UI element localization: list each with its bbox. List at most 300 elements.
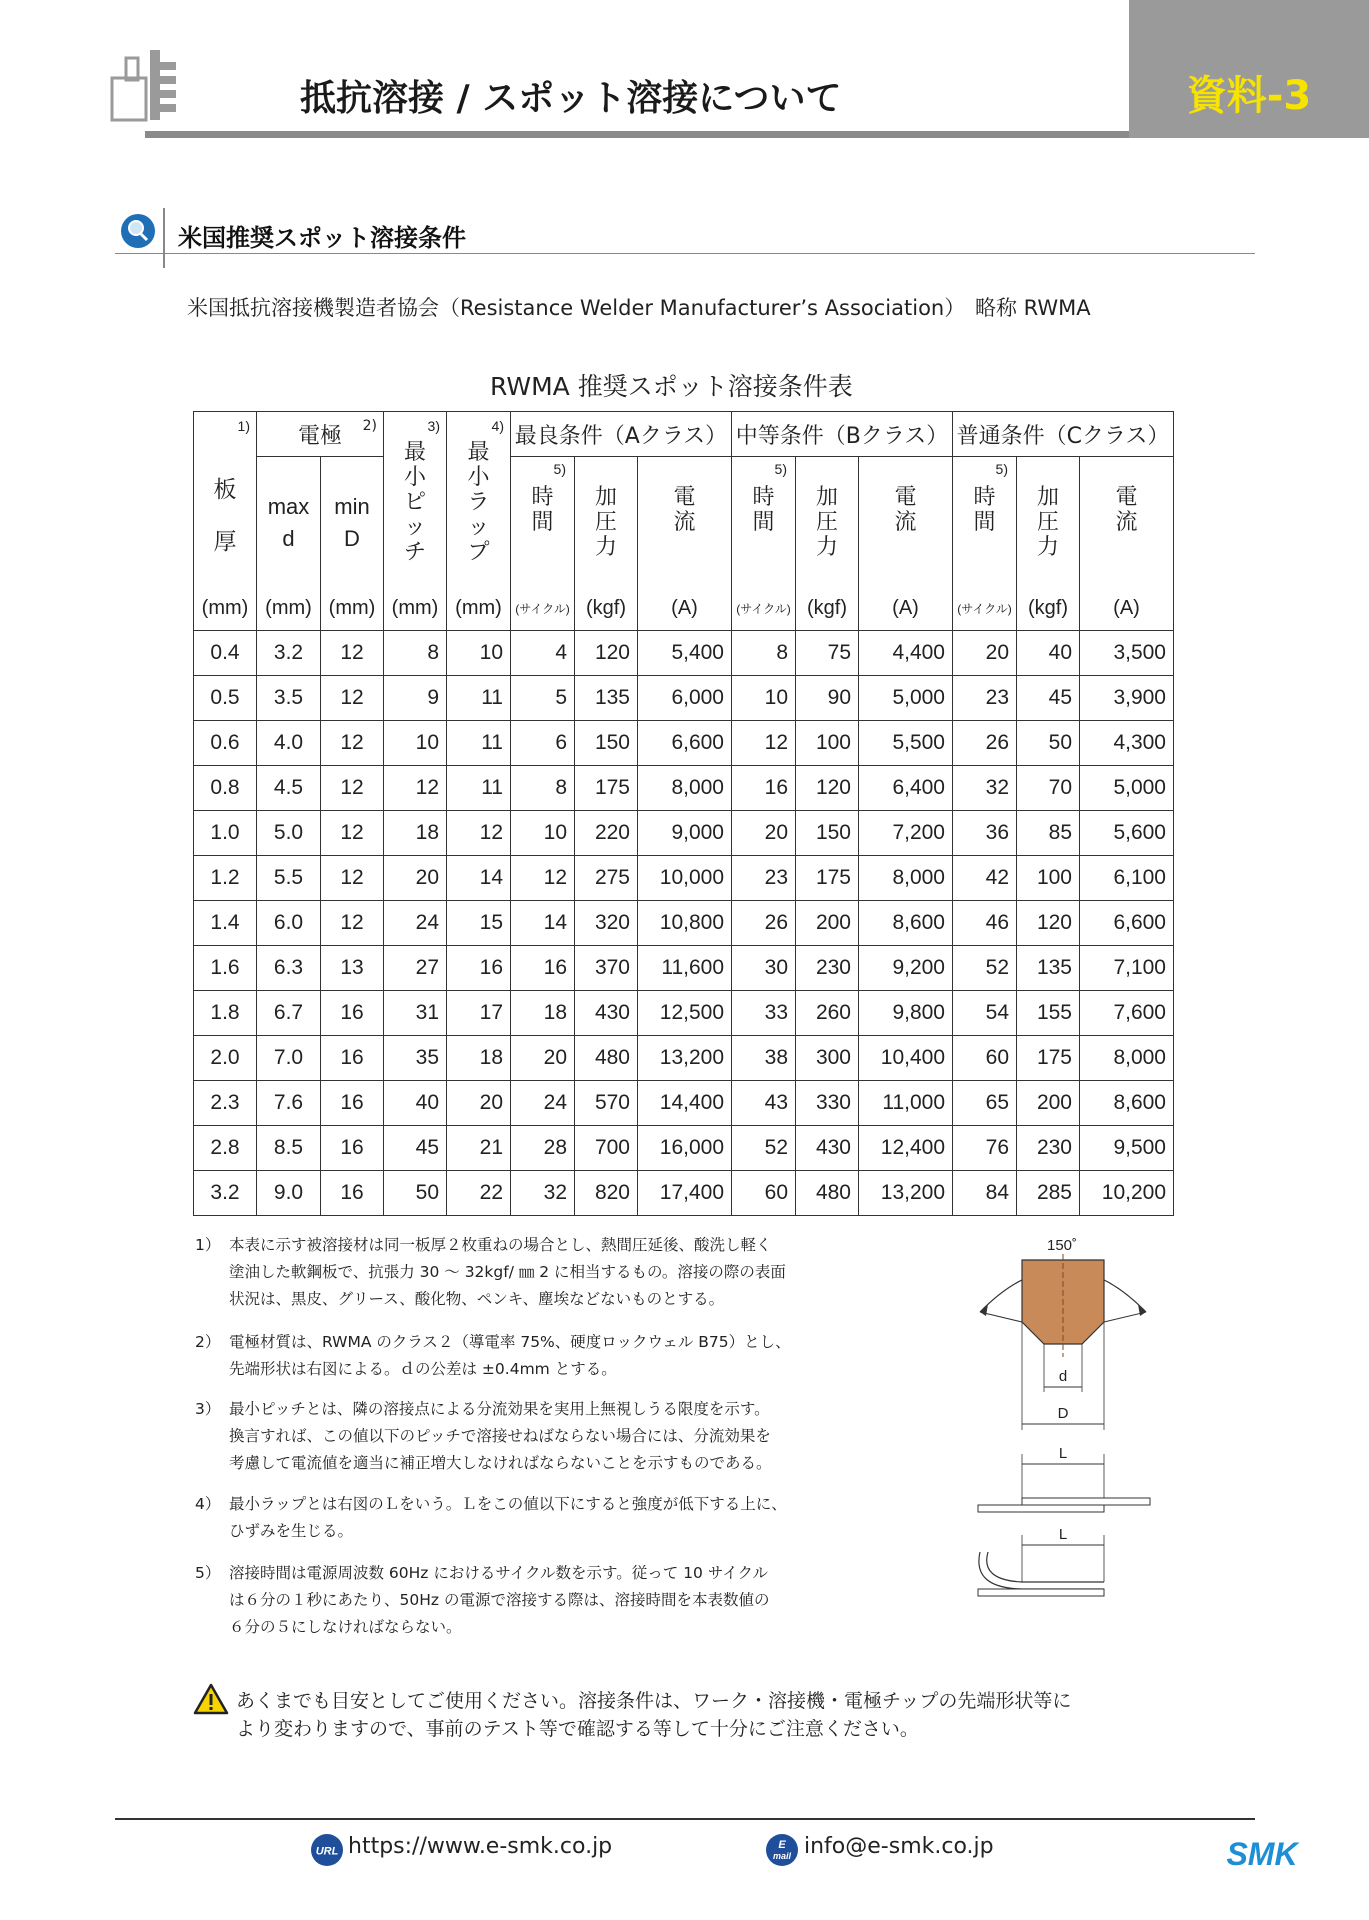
url-icon <box>309 1833 345 1871</box>
table-cell: 7,100 <box>1080 946 1174 991</box>
warning-icon <box>193 1683 229 1719</box>
table-cell: 370 <box>575 946 638 991</box>
section-rule <box>115 253 1255 254</box>
table-cell: 14,400 <box>638 1081 732 1126</box>
unit-cell: (A) <box>638 586 732 631</box>
table-cell: 8,000 <box>859 856 953 901</box>
table-cell: 75 <box>796 631 859 676</box>
table-cell: 22 <box>447 1171 511 1216</box>
class-c-force-header <box>1017 457 1080 587</box>
table-row <box>194 901 1174 946</box>
table-cell: 50 <box>384 1171 447 1216</box>
table-cell: 9,500 <box>1080 1126 1174 1171</box>
footnote-ref: 2) <box>362 418 377 434</box>
table-cell: 570 <box>575 1081 638 1126</box>
note-line: ６分の５にしなければならない。 <box>229 1618 462 1636</box>
table-cell: 9.0 <box>257 1171 321 1216</box>
table-cell: 820 <box>575 1171 638 1216</box>
table-subheader-row <box>194 457 1174 587</box>
table-cell: 8 <box>511 766 575 811</box>
table-cell: 18 <box>511 991 575 1036</box>
table-cell: 3.2 <box>194 1171 257 1216</box>
association-abbreviation: 略称 RWMA <box>975 296 1091 320</box>
hand-pointer-icon <box>108 48 180 130</box>
table-cell: 10,800 <box>638 901 732 946</box>
class-a-time-header <box>511 457 575 587</box>
note-line: 溶接時間は電源周波数 60Hz におけるサイクル数を示す。従って 10 サイクル <box>229 1564 768 1582</box>
table-cell: 4.5 <box>257 766 321 811</box>
table-cell: 16 <box>321 1036 384 1081</box>
url-icon-text: URL <box>315 1845 339 1858</box>
table-cell: 24 <box>384 901 447 946</box>
min-D-label-1: min <box>334 494 370 519</box>
table-cell: 275 <box>575 856 638 901</box>
current-label: 電流 <box>894 485 917 535</box>
table-cell: 8,600 <box>859 901 953 946</box>
table-cell: 6,400 <box>859 766 953 811</box>
header-rule <box>145 131 1129 138</box>
table-cell: 5.5 <box>257 856 321 901</box>
table-cell: 175 <box>796 856 859 901</box>
table-cell: 6,100 <box>1080 856 1174 901</box>
table-cell: 20 <box>447 1081 511 1126</box>
table-cell: 135 <box>575 676 638 721</box>
unit-cell: (mm) <box>321 586 384 631</box>
unit-cell: (mm) <box>194 586 257 631</box>
table-cell: 16 <box>732 766 796 811</box>
table-cell: 11 <box>447 676 511 721</box>
table-cell: 230 <box>796 946 859 991</box>
table-cell: 32 <box>511 1171 575 1216</box>
table-cell: 31 <box>384 991 447 1036</box>
unit-cell: (kgf) <box>1017 586 1080 631</box>
table-units-row <box>194 586 1174 631</box>
table-cell: 2.3 <box>194 1081 257 1126</box>
electrode-header <box>257 412 384 457</box>
note-line: は６分の１秒にあたり、50Hz の電源で溶接する際は、溶接時間を本表数値の <box>229 1591 770 1609</box>
table-cell: 0.8 <box>194 766 257 811</box>
table-cell: 12,500 <box>638 991 732 1036</box>
table-cell: 4,400 <box>859 631 953 676</box>
warning-line-2: より変わりますので、事前のテスト等で確認する等して十分にご注意ください。 <box>236 1718 919 1740</box>
table-cell: 120 <box>796 766 859 811</box>
table-cell: 11 <box>447 766 511 811</box>
table-row <box>194 811 1174 856</box>
note-line: 最小ラップとは右図のＬをいう。Ｌをこの値以下にすると強度が低下する上に、 <box>229 1495 787 1513</box>
table-cell: 8,000 <box>1080 1036 1174 1081</box>
table-title: RWMA 推奨スポット溶接条件表 <box>490 372 853 401</box>
table-cell: 46 <box>953 901 1017 946</box>
table-cell: 6,600 <box>1080 901 1174 946</box>
time-label: 時間 <box>531 485 554 535</box>
table-cell: 10 <box>732 676 796 721</box>
table-cell: 260 <box>796 991 859 1036</box>
table-cell: 36 <box>953 811 1017 856</box>
table-cell: 12 <box>321 811 384 856</box>
association-name: 米国抵抗溶接機製造者協会（Resistance Welder Manufacturer’s Association） <box>187 296 966 320</box>
website-link[interactable]: https://www.e-smk.co.jp <box>348 1834 613 1859</box>
table-cell: 60 <box>953 1036 1017 1081</box>
table-cell: 70 <box>1017 766 1080 811</box>
class-a-header: 最良条件（Aクラス） <box>511 412 732 457</box>
table-cell: 20 <box>511 1036 575 1081</box>
note-line: 先端形状は右図による。ｄの公差は ±0.4mm とする。 <box>229 1360 617 1378</box>
min-pitch-header <box>384 412 447 587</box>
note-number: 2） <box>195 1333 221 1351</box>
table-cell: 18 <box>384 811 447 856</box>
note-line: 最小ピッチとは、隣の溶接点による分流効果を実用上無視しうる限度を示す。 <box>229 1400 770 1418</box>
table-cell: 54 <box>953 991 1017 1036</box>
d-label: d <box>1058 1368 1068 1385</box>
footnote-ref: 5) <box>553 461 566 477</box>
table-cell: 45 <box>384 1126 447 1171</box>
angle-label: 150˚ <box>1046 1237 1078 1254</box>
table-cell: 5,600 <box>1080 811 1174 856</box>
table-cell: 12 <box>321 856 384 901</box>
table-cell: 4,300 <box>1080 721 1174 766</box>
table-cell: 9 <box>384 676 447 721</box>
table-cell: 84 <box>953 1171 1017 1216</box>
min-lap-header <box>447 412 511 587</box>
table-cell: 330 <box>796 1081 859 1126</box>
electrode-diagram <box>968 1232 1168 1616</box>
unit-cell: (kgf) <box>796 586 859 631</box>
table-cell: 200 <box>796 901 859 946</box>
table-cell: 11 <box>447 721 511 766</box>
table-cell: 6 <box>511 721 575 766</box>
table-cell: 30 <box>732 946 796 991</box>
table-cell: 1.4 <box>194 901 257 946</box>
table-cell: 135 <box>1017 946 1080 991</box>
note-item <box>195 1329 791 1383</box>
table-cell: 65 <box>953 1081 1017 1126</box>
table-cell: 6.7 <box>257 991 321 1036</box>
table-cell: 6.3 <box>257 946 321 991</box>
section-title: 米国推奨スポット溶接条件 <box>178 224 466 252</box>
table-cell: 5 <box>511 676 575 721</box>
unit-cell: (A) <box>1080 586 1174 631</box>
table-cell: 10,400 <box>859 1036 953 1081</box>
email-icon <box>764 1833 800 1871</box>
table-row <box>194 991 1174 1036</box>
table-cell: 1.8 <box>194 991 257 1036</box>
table-cell: 12 <box>321 721 384 766</box>
table-cell: 17,400 <box>638 1171 732 1216</box>
table-cell: 12 <box>321 901 384 946</box>
table-cell: 7,200 <box>859 811 953 856</box>
note-line: 考慮して電流値を適当に補正増大しなければならないことを示すものである。 <box>229 1454 772 1472</box>
table-row <box>194 1081 1174 1126</box>
unit-cell: (mm) <box>257 586 321 631</box>
table-cell: 5,000 <box>859 676 953 721</box>
table-cell: 23 <box>953 676 1017 721</box>
note-line: 状況は、黒皮、グリース、酸化物、ペンキ、塵埃などないものとする。 <box>229 1290 725 1308</box>
table-cell: 1.0 <box>194 811 257 856</box>
table-cell: 16 <box>447 946 511 991</box>
class-a-current-header <box>638 457 732 587</box>
table-cell: 85 <box>1017 811 1080 856</box>
table-cell: 12 <box>732 721 796 766</box>
email-link[interactable]: info@e-smk.co.jp <box>804 1834 994 1859</box>
table-cell: 12 <box>321 766 384 811</box>
table-cell: 2.8 <box>194 1126 257 1171</box>
table-cell: 0.5 <box>194 676 257 721</box>
table-cell: 27 <box>384 946 447 991</box>
class-b-force-header <box>796 457 859 587</box>
table-cell: 120 <box>1017 901 1080 946</box>
table-cell: 12 <box>321 631 384 676</box>
table-row <box>194 721 1174 766</box>
table-cell: 10 <box>511 811 575 856</box>
table-cell: 7,600 <box>1080 991 1174 1036</box>
table-cell: 3.2 <box>257 631 321 676</box>
class-c-current-header <box>1080 457 1174 587</box>
table-cell: 285 <box>1017 1171 1080 1216</box>
table-cell: 6.0 <box>257 901 321 946</box>
note-item <box>195 1232 786 1313</box>
min-pitch-label: 最小ピッチ <box>403 440 426 565</box>
table-cell: 480 <box>575 1036 638 1081</box>
table-cell: 3,500 <box>1080 631 1174 676</box>
table-cell: 26 <box>953 721 1017 766</box>
min-D-header <box>321 457 384 587</box>
table-cell: 16 <box>321 1171 384 1216</box>
table-body <box>194 631 1174 1216</box>
table-cell: 8 <box>732 631 796 676</box>
table-cell: 9,000 <box>638 811 732 856</box>
table-cell: 42 <box>953 856 1017 901</box>
table-cell: 5,400 <box>638 631 732 676</box>
table-cell: 12 <box>447 811 511 856</box>
table-row <box>194 1036 1174 1081</box>
footer-rule <box>115 1818 1255 1820</box>
table-row <box>194 766 1174 811</box>
unit-cell: (kgf) <box>575 586 638 631</box>
table-cell: 60 <box>732 1171 796 1216</box>
unit-cell: (サイクル) <box>953 586 1017 631</box>
table-cell: 28 <box>511 1126 575 1171</box>
class-c-time-header <box>953 457 1017 587</box>
section-divider <box>163 208 165 268</box>
table-cell: 320 <box>575 901 638 946</box>
warning-line-1: あくまでも目安としてご使用ください。溶接条件は、ワーク・溶接機・電極チップの先端形状等に <box>236 1690 1072 1712</box>
footnote-ref: 5) <box>995 461 1008 477</box>
table-cell: 8,600 <box>1080 1081 1174 1126</box>
table-cell: 430 <box>575 991 638 1036</box>
class-a-force-header <box>575 457 638 587</box>
table-cell: 10,200 <box>1080 1171 1174 1216</box>
table-cell: 17 <box>447 991 511 1036</box>
note-line: 換言すれば、この値以下のピッチで溶接せねばならない場合には、分流効果を <box>229 1427 771 1445</box>
note-line: 電極材質は、RWMA のクラス２（導電率 75%、硬度ロックウェル B75）とし、 <box>229 1333 791 1351</box>
table-cell: 24 <box>511 1081 575 1126</box>
document-badge <box>1129 0 1369 138</box>
unit-cell: (サイクル) <box>511 586 575 631</box>
table-row <box>194 856 1174 901</box>
unit-cell: (mm) <box>447 586 511 631</box>
table-cell: 32 <box>953 766 1017 811</box>
unit-cell: (A) <box>859 586 953 631</box>
table-cell: 16 <box>321 1126 384 1171</box>
table-cell: 20 <box>953 631 1017 676</box>
table-cell: 13,200 <box>638 1036 732 1081</box>
table-cell: 175 <box>1017 1036 1080 1081</box>
table-cell: 14 <box>511 901 575 946</box>
table-cell: 1.2 <box>194 856 257 901</box>
table-header-row <box>194 412 1174 457</box>
table-cell: 12 <box>321 676 384 721</box>
max-d-label-1: max <box>267 494 310 519</box>
class-b-current-header <box>859 457 953 587</box>
note-line: 本表に示す被溶接材は同一板厚２枚重ねの場合とし、熱間圧延後、酸洗し軽く <box>229 1236 772 1254</box>
current-label: 電流 <box>673 485 696 535</box>
table-cell: 76 <box>953 1126 1017 1171</box>
table-cell: 7.6 <box>257 1081 321 1126</box>
time-label: 時間 <box>752 485 775 535</box>
table-cell: 1.6 <box>194 946 257 991</box>
table-cell: 155 <box>1017 991 1080 1036</box>
table-cell: 23 <box>732 856 796 901</box>
table-cell: 8 <box>384 631 447 676</box>
force-label: 加圧力 <box>1036 485 1059 560</box>
table-cell: 100 <box>1017 856 1080 901</box>
table-cell: 12 <box>384 766 447 811</box>
table-cell: 45 <box>1017 676 1080 721</box>
max-d-header <box>257 457 321 587</box>
table-cell: 200 <box>1017 1081 1080 1126</box>
table-cell: 2.0 <box>194 1036 257 1081</box>
unit-cell: (mm) <box>384 586 447 631</box>
table-cell: 6,600 <box>638 721 732 766</box>
table-cell: 120 <box>575 631 638 676</box>
table-cell: 35 <box>384 1036 447 1081</box>
table-cell: 9,200 <box>859 946 953 991</box>
table-cell: 12 <box>511 856 575 901</box>
table-cell: 9,800 <box>859 991 953 1036</box>
table-cell: 4 <box>511 631 575 676</box>
note-item <box>195 1491 787 1545</box>
L-label: L <box>1058 1526 1068 1543</box>
table-cell: 52 <box>953 946 1017 991</box>
note-number: 4） <box>195 1495 221 1513</box>
note-number: 1） <box>195 1236 221 1254</box>
table-cell: 5.0 <box>257 811 321 856</box>
table-cell: 150 <box>575 721 638 766</box>
table-cell: 430 <box>796 1126 859 1171</box>
logo-text: SMK <box>1226 1836 1298 1870</box>
note-line: ひずみを生じる。 <box>229 1522 354 1540</box>
current-label: 電流 <box>1115 485 1138 535</box>
table-cell: 20 <box>384 856 447 901</box>
table-cell: 26 <box>732 901 796 946</box>
note-line: 塗油した軟鋼板で、抗張力 30 〜 32kgf/ ㎜ 2 に相当するもの。溶接の際の表面 <box>229 1263 786 1281</box>
table-cell: 21 <box>447 1126 511 1171</box>
table-cell: 175 <box>575 766 638 811</box>
table-row <box>194 676 1174 721</box>
table-cell: 10 <box>384 721 447 766</box>
min-lap-label: 最小ラップ <box>467 440 490 565</box>
D-label: D <box>1057 1405 1069 1422</box>
welding-conditions-table <box>193 411 1174 1216</box>
table-cell: 13,200 <box>859 1171 953 1216</box>
class-b-time-header <box>732 457 796 587</box>
table-cell: 300 <box>796 1036 859 1081</box>
table-cell: 38 <box>732 1036 796 1081</box>
table-cell: 15 <box>447 901 511 946</box>
table-cell: 14 <box>447 856 511 901</box>
table-cell: 230 <box>1017 1126 1080 1171</box>
table-cell: 40 <box>1017 631 1080 676</box>
note-item <box>195 1396 772 1477</box>
table-cell: 8,000 <box>638 766 732 811</box>
table-cell: 3.5 <box>257 676 321 721</box>
table-cell: 480 <box>796 1171 859 1216</box>
table-row <box>194 1126 1174 1171</box>
table-cell: 700 <box>575 1126 638 1171</box>
smk-logo <box>1212 1836 1312 1874</box>
table-cell: 16 <box>321 991 384 1036</box>
table-row <box>194 946 1174 991</box>
max-d-label-2: d <box>282 526 295 551</box>
thickness-header <box>194 412 257 587</box>
table-cell: 18 <box>447 1036 511 1081</box>
min-D-label-2: D <box>344 526 360 551</box>
table-cell: 11,600 <box>638 946 732 991</box>
table-cell: 8.5 <box>257 1126 321 1171</box>
thickness-label: 板厚 <box>213 477 237 555</box>
page-title: 抵抗溶接 / スポット溶接について <box>300 78 842 119</box>
table-cell: 5,500 <box>859 721 953 766</box>
unit-cell: (サイクル) <box>732 586 796 631</box>
table-cell: 7.0 <box>257 1036 321 1081</box>
footnote-ref: 4) <box>491 418 504 434</box>
footnote-ref: 1) <box>237 418 250 434</box>
magnifier-icon <box>120 213 156 253</box>
table-cell: 90 <box>796 676 859 721</box>
table-cell: 10,000 <box>638 856 732 901</box>
table-cell: 0.6 <box>194 721 257 766</box>
electrode-label: 電極 <box>297 423 342 449</box>
table-cell: 150 <box>796 811 859 856</box>
table-cell: 220 <box>575 811 638 856</box>
table-cell: 16 <box>321 1081 384 1126</box>
table-cell: 11,000 <box>859 1081 953 1126</box>
note-number: 5） <box>195 1564 221 1582</box>
note-item <box>195 1560 769 1641</box>
table-cell: 12,400 <box>859 1126 953 1171</box>
force-label: 加圧力 <box>594 485 617 560</box>
table-cell: 100 <box>796 721 859 766</box>
table-cell: 6,000 <box>638 676 732 721</box>
table-cell: 20 <box>732 811 796 856</box>
table-cell: 4.0 <box>257 721 321 766</box>
mail-icon-text-1: E <box>778 1839 786 1851</box>
table-cell: 13 <box>321 946 384 991</box>
class-b-header: 中等条件（Bクラス） <box>732 412 953 457</box>
time-label: 時間 <box>973 485 996 535</box>
table-cell: 16,000 <box>638 1126 732 1171</box>
table-cell: 40 <box>384 1081 447 1126</box>
force-label: 加圧力 <box>815 485 838 560</box>
table-cell: 43 <box>732 1081 796 1126</box>
note-number: 3） <box>195 1400 221 1418</box>
table-cell: 16 <box>511 946 575 991</box>
table-row <box>194 1171 1174 1216</box>
table-cell: 33 <box>732 991 796 1036</box>
table-cell: 52 <box>732 1126 796 1171</box>
mail-icon-text-2: mail <box>772 1851 792 1861</box>
footnote-ref: 3) <box>427 418 440 434</box>
